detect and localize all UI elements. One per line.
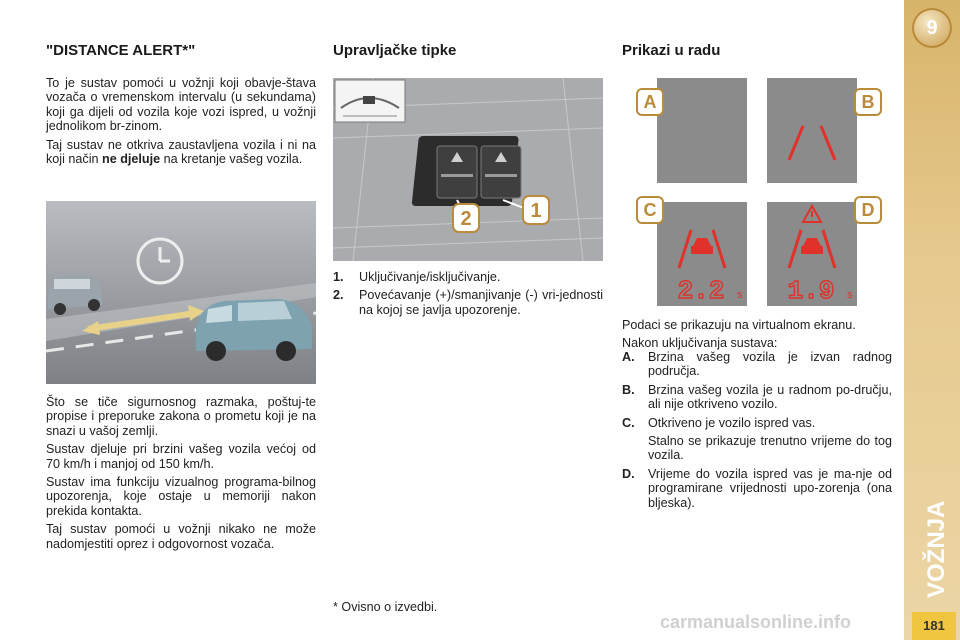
panel-label-c: C (636, 196, 664, 224)
svg-text:2: 2 (460, 208, 472, 230)
display-item-c-detail: Stalno se prikazuje trenutno vrijeme do tog vozila. (648, 434, 892, 463)
chapter-title (910, 490, 954, 600)
display-item-d: D. Vrijeme do vozila ispred vas je ma-nje od programirane vrijednosti upo-zorenja (ona bljeska). (622, 466, 892, 510)
memory-paragraph: Sustav ima funkciju vizualnog programa-bilnog upozorenja, koje ostaje u memoriji nakon prekida kontakta. (46, 475, 316, 518)
warning-vehicle-icon (789, 206, 835, 268)
after-activation-paragraph: Nakon uključivanja sustava: (622, 336, 778, 351)
display-panel-a (657, 78, 747, 183)
display-panel-b (767, 78, 857, 183)
controls-illustration (333, 78, 603, 261)
display-item-b: B. Brzina vašeg vozila je u radnom po-dručju, ali nije otkriveno vozilo. (622, 382, 892, 412)
control-item-2: 2. Povećavanje (+)/smanjivanje (-) vri-jednosti na kojoj se javlja upozorenje. (333, 288, 603, 317)
panel-label-b: B (854, 88, 882, 116)
time-gap-value-c: 2.2 (677, 276, 725, 306)
does-not-act-emphasis: ne djeluje (102, 152, 161, 167)
time-gap-value-d: 1.9 (787, 276, 835, 306)
display-panel-c (657, 202, 747, 306)
control-item-1: 1. Uključivanje/isključivanje. (333, 270, 501, 284)
panel-label-a: A (636, 88, 664, 116)
intro-paragraph-1: To je sustav pomoći u vožnji koji obavje-štava vozača o vremenskom intervalu (u sekundama) koji ga dijeli od vozila koje vozi ispred, u vožnji jednolikom br-zinom. (46, 76, 316, 134)
svg-text:1: 1 (530, 200, 542, 222)
footnote: * Ovisno o izvedbi. (333, 600, 438, 614)
time-gap-unit-c: s (737, 289, 743, 301)
virtual-screen-paragraph: Podaci se prikazuju na virtualnom ekranu. (622, 318, 856, 332)
displays-title: Prikazi u radu (622, 42, 721, 59)
svg-text:VOŽNJA: VOŽNJA (923, 500, 950, 598)
time-gap-unit-d: s (847, 289, 853, 301)
speed-range-paragraph: Sustav djeluje pri brzini vašeg vozila većoj od 70 km/h i manjoj od 150 km/h. (46, 442, 316, 471)
distance-alert-title: "DISTANCE ALERT*" (46, 42, 196, 59)
distance-illustration (46, 201, 316, 384)
on-off-button[interactable] (481, 146, 521, 198)
vehicle-detected-icon (679, 230, 725, 268)
safety-distance-paragraph: Što se tiče sigurnosnog razmaka, poštuj-te propise i preporuke zakona o prometu koji je na snazi u vašoj zemlji. (46, 395, 316, 438)
distance-alert-intro (46, 76, 316, 170)
lane-lines-icon (767, 78, 857, 183)
caution-paragraph: Taj sustav pomoći u vožnji nikako ne može nadomjestiti oprez i odgovornost vozača. (46, 522, 316, 551)
display-panel-d (767, 202, 857, 306)
displays-list (622, 350, 892, 514)
intro-paragraph-2: Taj sustav ne otkriva zaustavljena vozila i ni na koji način ne djeluje na kretanje vašeg vozila. (46, 137, 316, 167)
display-item-c: C. Otkriveno je vozilo ispred vas. (622, 415, 816, 430)
dashboard-inset (335, 80, 405, 122)
callout-2 (453, 200, 479, 232)
controls-title: Upravljačke tipke (333, 42, 457, 59)
chapter-number-badge: 9 (912, 8, 952, 48)
watermark: carmanualsonline.info (660, 612, 852, 632)
distance-alert-details (46, 395, 316, 555)
panel-label-d: D (854, 196, 882, 224)
page-number: 181 (912, 612, 956, 640)
display-item-a: A. Brzina vašeg vozila je izvan radnog područja. (622, 350, 892, 379)
increase-decrease-button[interactable] (437, 146, 477, 198)
controls-list (333, 270, 603, 321)
